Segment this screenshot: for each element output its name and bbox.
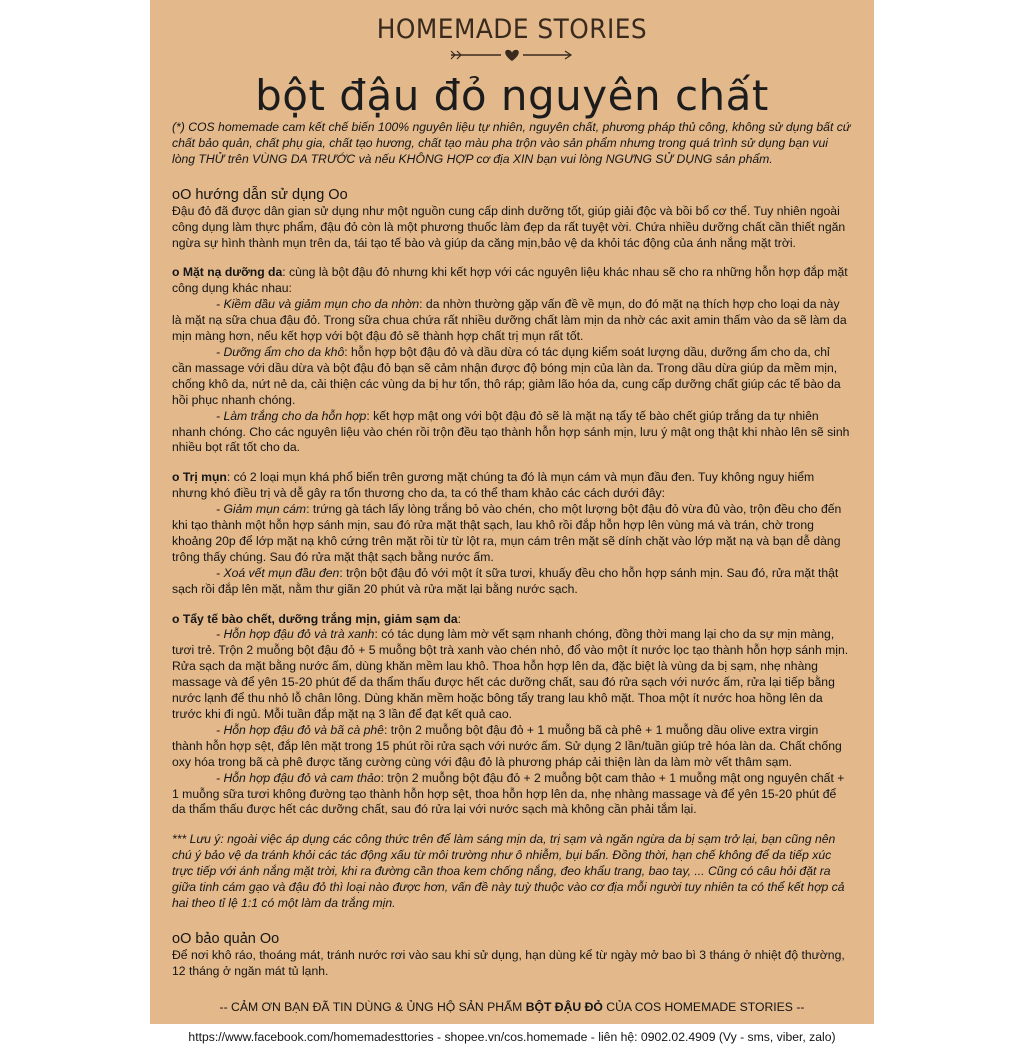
mask-section bbox=[172, 265, 852, 456]
brand-header bbox=[172, 0, 852, 63]
list-item: - Xoá vết mụn đầu đen: trộn bột đậu đỏ với một ít sữa tươi, khuấy đều cho hỗn hợp sánh mịn. Sau đó, rửa mặt thật sạch rồi đắp lên mặt, nằm thư giãn 20 phút và rửa mặt lại bằng nước sạch. bbox=[172, 565, 839, 596]
acne-label: o Trị mụn bbox=[172, 470, 227, 485]
leaflet-body bbox=[172, 120, 852, 1046]
disclaimer-text: (*) COS homemade cam kết chế biến 100% nguyên liệu tự nhiên, nguyên chất, phương pháp thủ công, không sử dụng bất cứ chất bảo quản, chất phụ gia, chất tạo hương, chất tạo màu pha trộn vào sản phẩm nhưng trong quá trình sử dụng bạn vui lòng THỬ trên VÙNG DA TRƯỚC và nếu KHÔNG HỢP cơ địa XIN bạn vui lòng NGƯNG SỬ DỤNG sản phẩm. bbox=[172, 120, 851, 166]
list-item: - Dưỡng ẩm cho da khô: hỗn hợp bột đậu đỏ và dầu dừa có tác dụng kiểm soát lượng dầu, dưỡng ẩm cho da, chỉ cần massage với dầu dừa và bột đậu đỏ bạn sẽ cảm nhận được độ bóng mịn của làn da. Trong dầu dừa giúp da mềm mịn, chống khô da, nứt nẻ da, cải thiện các vùng da bị hư tổn, thô ráp; giảm lão hóa da, cung cấp dưỡng chất giúp các tế bào da hồi phục nhanh chóng. bbox=[172, 344, 841, 407]
brand-name: HOMEMADE STORIES bbox=[376, 14, 648, 45]
list-item: - Hỗn hợp đậu đỏ và cam thảo: trộn 2 muỗng bột đậu đỏ + 2 muỗng bột cam thảo + 1 muỗng mật ong nguyên chất + 1 muỗng sữa tươi không đường tạo thành hỗn hợp sệt, thoa hỗn hợp lên da, nhẹ nhàng massage và để yên 15-20 phút để da thẩm thấu được hết các dưỡng chất, sau đó rửa lại với nước sạch mà không cần phải tắm lại. bbox=[172, 770, 845, 817]
list-item: - Giảm mụn cám: trứng gà tách lấy lòng trắng bỏ vào chén, cho một lượng bột đậu đỏ vừa đủ vào, trộn đều cho đến khi tạo thành một hỗn hợp sánh mịn, sau đó rửa mặt thật sạch, lau khô rồi đắp hỗn hợp lên vùng má và trán, chờ trong khoảng 20p để lớp mặt nạ khô cứng trên mặt rồi từ từ lột ra, mụn cám trên mặt sẽ dính chặt vào lớp mặt nạ và bạn dễ dàng trông thấy chúng. Sau đó rửa mặt thật sạch bằng nước ấm. bbox=[172, 502, 842, 564]
arrow-heart-ornament-icon bbox=[447, 47, 577, 63]
mask-intro: : cùng là bột đậu đỏ nhưng khi kết hợp với các nguyên liệu khác nhau sẽ cho ra những hỗn hợp đắp mặt công dụng khác nhau: bbox=[172, 265, 848, 296]
usage-heading: oO hướng dẫn sử dụng Oo bbox=[172, 186, 348, 203]
list-item: - Hỗn hợp đậu đỏ và bã cà phê: trộn 2 muỗng bột đậu đỏ + 1 muỗng bã cà phê + 1 muỗng dầu olive extra virgin thành hỗn hợp sệt, đắp lên mặt trong 15 phút rồi rửa sạch với nước ấm. Sử dụng 2 lần/tuần giúp trẻ hóa làn da. Chất chống oxy hóa trong bã cà phê được tăng cường cùng với đậu đỏ là phương pháp cải thiện làn da làm mờ vết thâm sạm. bbox=[172, 722, 842, 769]
list-item: - Làm trắng cho da hỗn hợp: kết hợp mật ong với bột đậu đỏ sẽ là mặt nạ tẩy tế bào chết giúp trắng da tự nhiên nhanh chóng. Cho các nguyên liệu vào chén rồi trộn đều tạo thành hỗn hợp sánh mịn, lưu ý mật ong thật khi nhào lên sẽ sinh nhiều bọt rất tốt cho da. bbox=[172, 408, 850, 455]
list-item: - Kiềm dầu và giảm mụn cho da nhờn: da nhờn thường gặp vấn đề về mụn, do đó mặt nạ thích hợp cho loại da này là mặt nạ sữa chua đậu đỏ. Trong sữa chua chứa rất nhiều dưỡng chất làm mịn da nhờ các axit amin thấm vào da sẽ làm da mịn màng hơn, nếu kết hợp với bột đậu đỏ sẽ thành hợp chất trị mụn rất tốt. bbox=[172, 297, 847, 344]
acne-section bbox=[172, 470, 852, 597]
product-name: BỘT ĐẬU ĐỎ bbox=[525, 999, 603, 1014]
mask-label: o Mặt nạ dưỡng da bbox=[172, 265, 283, 280]
contact-line: https://www.facebook.com/homemadesttories - shopee.vn/cos.homemade - liên hệ: 0902.02.4909 (Vy - sms, viber, zalo) bbox=[188, 1029, 836, 1044]
thanks-line: -- CẢM ƠN BẠN ĐÃ TIN DÙNG & ỦNG HỘ SẢN PHẨM BỘT ĐẬU ĐỎ CỦA COS HOMEMADE STORIES -- bbox=[219, 999, 805, 1014]
usage-intro: Đậu đỏ đã được dân gian sử dụng như một nguồn cung cấp dinh dưỡng tốt, giúp giải độc và bồi bổ cơ thể. Tuy nhiên ngoài công dụng làm thực phẩm, đậu đỏ còn là một phương thuốc làm đẹp da rất tuyệt vời. Chứa nhiều dưỡng chất cần thiết ngăn ngừa sự hình thành mụn trên da, tái tạo tế bào và giúp da căng mịn,bảo vệ da khỏi tác động của ánh nắng mặt trời. bbox=[172, 203, 846, 250]
exfoliate-label: o Tẩy tế bào chết, dưỡng trắng mịn, giảm sạm da bbox=[172, 611, 458, 626]
page-title: bột đậu đỏ nguyên chất bbox=[255, 71, 769, 120]
storage-text: Để nơi khô ráo, thoáng mát, tránh nước rơi vào sau khi sử dụng, hạn dùng kể từ ngày mở bao bì 3 tháng ở nhiệt độ thường, 12 tháng ở ngăn mát tủ lạnh. bbox=[172, 947, 845, 978]
storage-heading: oO bảo quản Oo bbox=[172, 930, 280, 947]
exfoliate-section: o Tẩy tế bào chết, dưỡng trắng mịn, giảm sạm da: - Hỗn hợp đậu đỏ và trà xanh: có tác dụng làm mờ vết sạm nhanh chóng, đồng thời mang lại cho da sự mịn màng, tươi trẻ. Trộn 2 muỗng bột đậu đỏ + 5 muỗng bột trà xanh vào chén nhỏ, đổ vào một ít nước lọc tạo thành hỗn hợp sánh mịn. Rửa sạch da mặt bằng nước ấm, dùng khăn mềm lau khô. Thoa hỗn hợp lên da, đặc biệt là vùng da bị sạm, nhẹ nhàng massage và để yên 15-20 phút để da thẩm thấu được hết các dưỡng chất, sau đó rửa sạch với nước ấm, rửa lại tiếp bằng nước lạnh để thu nhỏ lỗ chân lông. Dùng khăn mềm hoặc bông tẩy trang lau khô mặt. Thoa một ít nước hoa hồng lên da trước khi đi ngủ. Mỗi tuần đắp mặt nạ 3 lần để đạt kết quả cao. - Hỗn hợp đậu đỏ và bã cà phê: trộn 2 muỗng bột đậu đỏ + 1 muỗng bã cà phê + 1 muỗng dầu olive extra virgin thành hỗn hợp sệt, đắp lên mặt trong 15 phút rồi rửa sạch với nước ấm. Sử dụng 2 lần/tuần giúp trẻ hóa làn da. Chất chống oxy hóa trong bã cà phê được tăng cường cùng với đậu đỏ là phương pháp cải thiện làn da làm mờ vết thâm sạm. - Hỗn hợp đậu đỏ và cam thảo: trộn 2 muỗng bột đậu đỏ + 2 muỗng bột cam thảo + 1 muỗng mật ong nguyên chất + 1 muỗng sữa tươi không đường tạo thành hỗn hợp sệt, thoa hỗn hợp lên da, nhẹ nhàng massage và để yên 15-20 phút để da thẩm thấu được hết các dưỡng chất, sau đó rửa lại với nước sạch mà không cần phải tắm lại. bbox=[172, 612, 852, 819]
note-text: *** Lưu ý: ngoài việc áp dụng các công thức trên để làm sáng mịn da, trị sạm và ngăn ngừa da bị sạm trở lại, bạn cũng nên chú ý bảo vệ da tránh khỏi các tác động xấu từ môi trường như ô nhiễm, bụi bẩn. Đồng thời, hạn chế không để da tiếp xúc trực tiếp với ánh nắng mặt trời, khi ra đường cần thoa kem chống nắng, đeo khẩu trang, bao tay, ... Cũng có câu hỏi đặt ra giữa tinh cám gạo và đậu đỏ thì loại nào được hơn, vấn đề này tuỳ thuộc vào cơ địa mỗi người tuy nhiên ta có thể kết hợp cả hai theo tỉ lệ 1:1 có một làm da trắng mịn. bbox=[172, 832, 845, 910]
list-item: - Hỗn hợp đậu đỏ và trà xanh: có tác dụng làm mờ vết sạm nhanh chóng, đồng thời mang lại cho da sự mịn màng, tươi trẻ. Trộn 2 muỗng bột đậu đỏ + 5 muỗng bột trà xanh vào chén nhỏ, đổ vào một ít nước lọc tạo thành hỗn hợp sánh mịn. Rửa sạch da mặt bằng nước ấm, dùng khăn mềm lau khô. Thoa hỗn hợp lên da, đặc biệt là vùng da bị sạm, nhẹ nhàng massage và để yên 15-20 phút để da thẩm thấu được hết các dưỡng chất, sau đó rửa sạch với nước ấm, rửa lại tiếp bằng nước lạnh để thu nhỏ lỗ chân lông. Dùng khăn mềm hoặc bông tẩy trang lau khô mặt. Thoa một ít nước hoa hồng lên da trước khi đi ngủ. Mỗi tuần đắp mặt nạ 3 lần để đạt kết quả cao. bbox=[172, 627, 849, 721]
acne-intro: : có 2 loại mụn khá phổ biến trên gương mặt chúng ta đó là mụn cám và mụn đầu đen. Tuy không nguy hiểm nhưng khó điều trị và dễ gây ra tổn thương cho da, ta có thể tham khảo các cách dưới đây: bbox=[172, 470, 815, 501]
product-leaflet bbox=[150, 0, 874, 1044]
